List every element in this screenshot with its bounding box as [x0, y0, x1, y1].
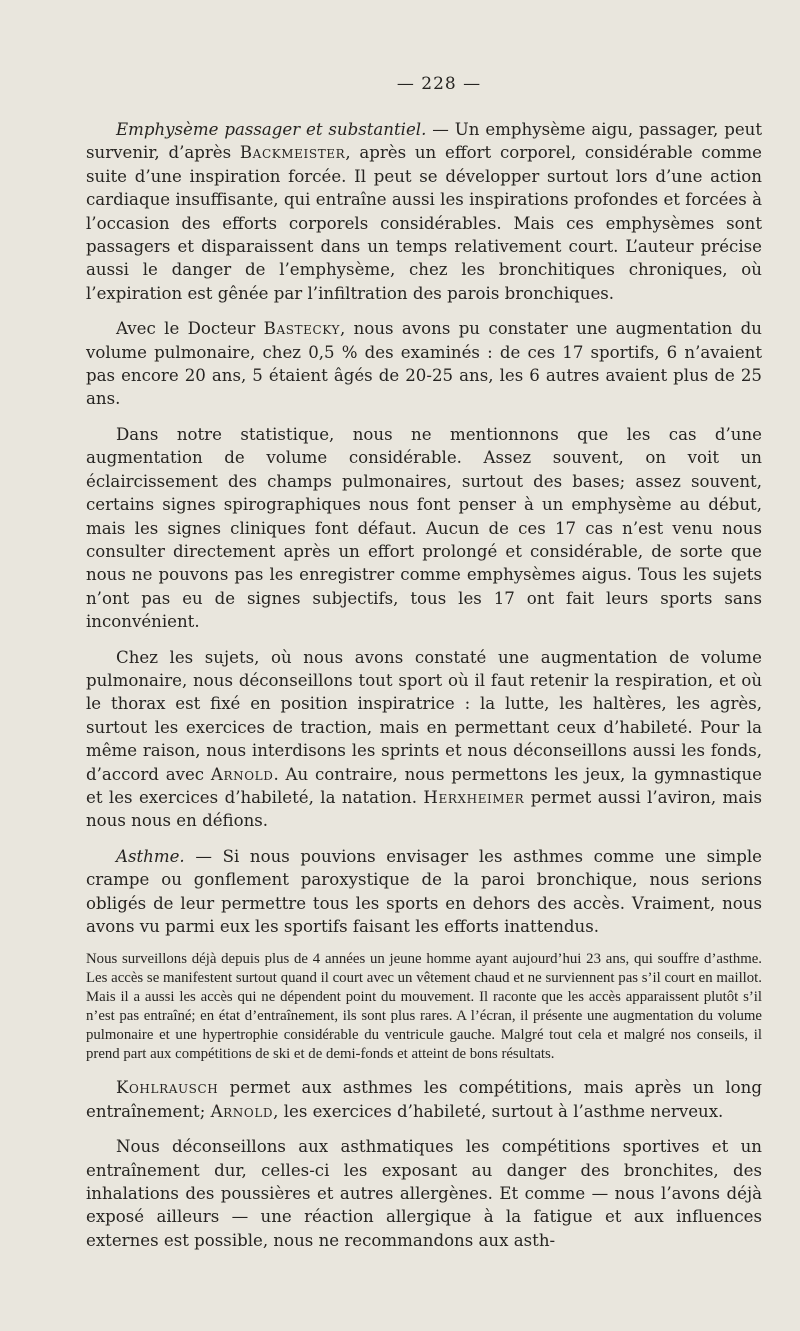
text: , les exercices d’habileté, surtout à l’asthme nerveux. — [273, 1101, 724, 1121]
paragraph-kohlrausch — [86, 1076, 762, 1123]
paragraph-deconseillons: Nous déconseillons aux asthmatiques les compétitions sportives et un entraînement dur, celles-ci les exposant au danger des bronchites, des inhalations des poussières et autres allergènes. Et comme — nous l’avons déjà exposé ailleurs — une réaction allergique à la fatigue et aux influences externes est possible, nous ne recommandons aux asth- — [86, 1137, 762, 1250]
text: . Au contraire, nous permettons les jeux, la gymnastique et les exercices d’habileté, la natation. — [86, 764, 762, 807]
text: Avec le Docteur — [116, 319, 264, 339]
text: permet aussi l’aviron, mais nous nous en défions. — [86, 787, 762, 831]
text: , après un effort corporel, considérable comme suite d’une inspiration forcée. Il peut se développer surtout lors d’une action cardiaque insuffisante, qui entraîne aussi les inspirations profondes et forcées à l’occasion des efforts corporels considérables. Mais ces emphysèmes sont passagers et disparaissent dans un temps relativement court. L’auteur précise aussi le danger de l’emphysème, chez les bronchitiques chroniques, où l’expiration est gênée par l’infiltration des parois bronchiques. — [86, 143, 762, 303]
section-title-emphyseme: Emphysème passager et substantiel. — [116, 120, 427, 139]
author-name: Arnold — [210, 1101, 274, 1121]
author-name: Arnold — [210, 764, 274, 784]
section-title-asthme: Asthme. — [116, 846, 185, 866]
paragraph-statistique: Dans notre statistique, nous ne mentionnons que les cas d’une augmentation de volume considérable. Assez souvent, on voit un éclaircissement des champs pulmonaires, surtout des bases; assez souvent, certains signes spirographiques nous font penser à un emphysème au début, mais les signes cliniques font défaut. Aucun de ces 17 cas n’est venu nous consulter directement après un effort prolongé et considérable, de sorte que nous ne pouvons pas les enregistrer comme emphysèmes aigus. Tous les sujets n’ont pas eu de signes subjectifs, tous les 17 ont fait leurs sports sans inconvénient. — [86, 424, 762, 632]
author-name: Bastecky — [263, 319, 341, 339]
text: , nous avons pu constater une augmentation du volume pulmonaire, chez 0,5 % des examinés : de ces 17 sportifs, 6 n’avaient pas encore 20 ans, 5 étaient âgés de 20-25 ans, les 6 autres avaient plus de 25 ans. — [86, 319, 762, 409]
paragraph-asthme — [86, 845, 762, 939]
paragraph-emphyseme — [86, 118, 762, 305]
paragraph-sports-deconseilles — [86, 646, 762, 833]
page-number: — 228 — — [396, 74, 482, 94]
author-name: Herxheimer — [423, 787, 525, 807]
text: — Un emphysème aigu, passager, peut survenir, d’après — [86, 120, 762, 163]
author-name: Kohlrausch — [116, 1078, 219, 1098]
text: — Si nous pouvions envisager les asthmes comme une simple crampe ou gonflement paroxystique de la paroi bronchique, nous serions obligés de leur permettre tous les sports en dehors des accès. Vraiment, nous avons vu parmi eux les sportifs faisant les efforts inattendus. — [86, 846, 762, 936]
paragraph-bastecky — [86, 317, 762, 411]
text: permet aux asthmes les compétitions, mais après un long entraînement; — [86, 1078, 762, 1121]
author-name: Backmeister — [239, 143, 346, 163]
case-report: Nous surveillons déjà depuis plus de 4 années un jeune homme ayant aujourd’hui 23 ans, qui souffre d’asthme. Les accès se manifestent surtout quand il court avec un vêtement chaud et ne surviennent pas s’il court en maillot. Mais il a aussi les accès qui ne dépendent point du mouvement. Il raconte que les accès apparaissent plutôt s’il n’est pas entraîné; en état d’entraînement, ils sont plus rares. A l’écran, il présente une augmentation du volume pulmonaire et une hypertrophie considérable du ventricule gauche. Malgré tout cela et malgré nos conseils, il prend part aux compétitions de ski et de demi-fonds et atteint de bons résultats. — [86, 951, 762, 1063]
text: Chez les sujets, où nous avons constaté une augmentation de volume pulmonaire, nous déconseillons tout sport où il faut retenir la respiration, et où le thorax est fixé en position inspiratrice : la lutte, les haltères, les agrès, surtout les exercices de traction, mais en permettant ceux d’habileté. Pour la même raison, nous interdisons les sprints et nous déconseillons aussi les fonds, d’accord avec — [86, 647, 762, 784]
